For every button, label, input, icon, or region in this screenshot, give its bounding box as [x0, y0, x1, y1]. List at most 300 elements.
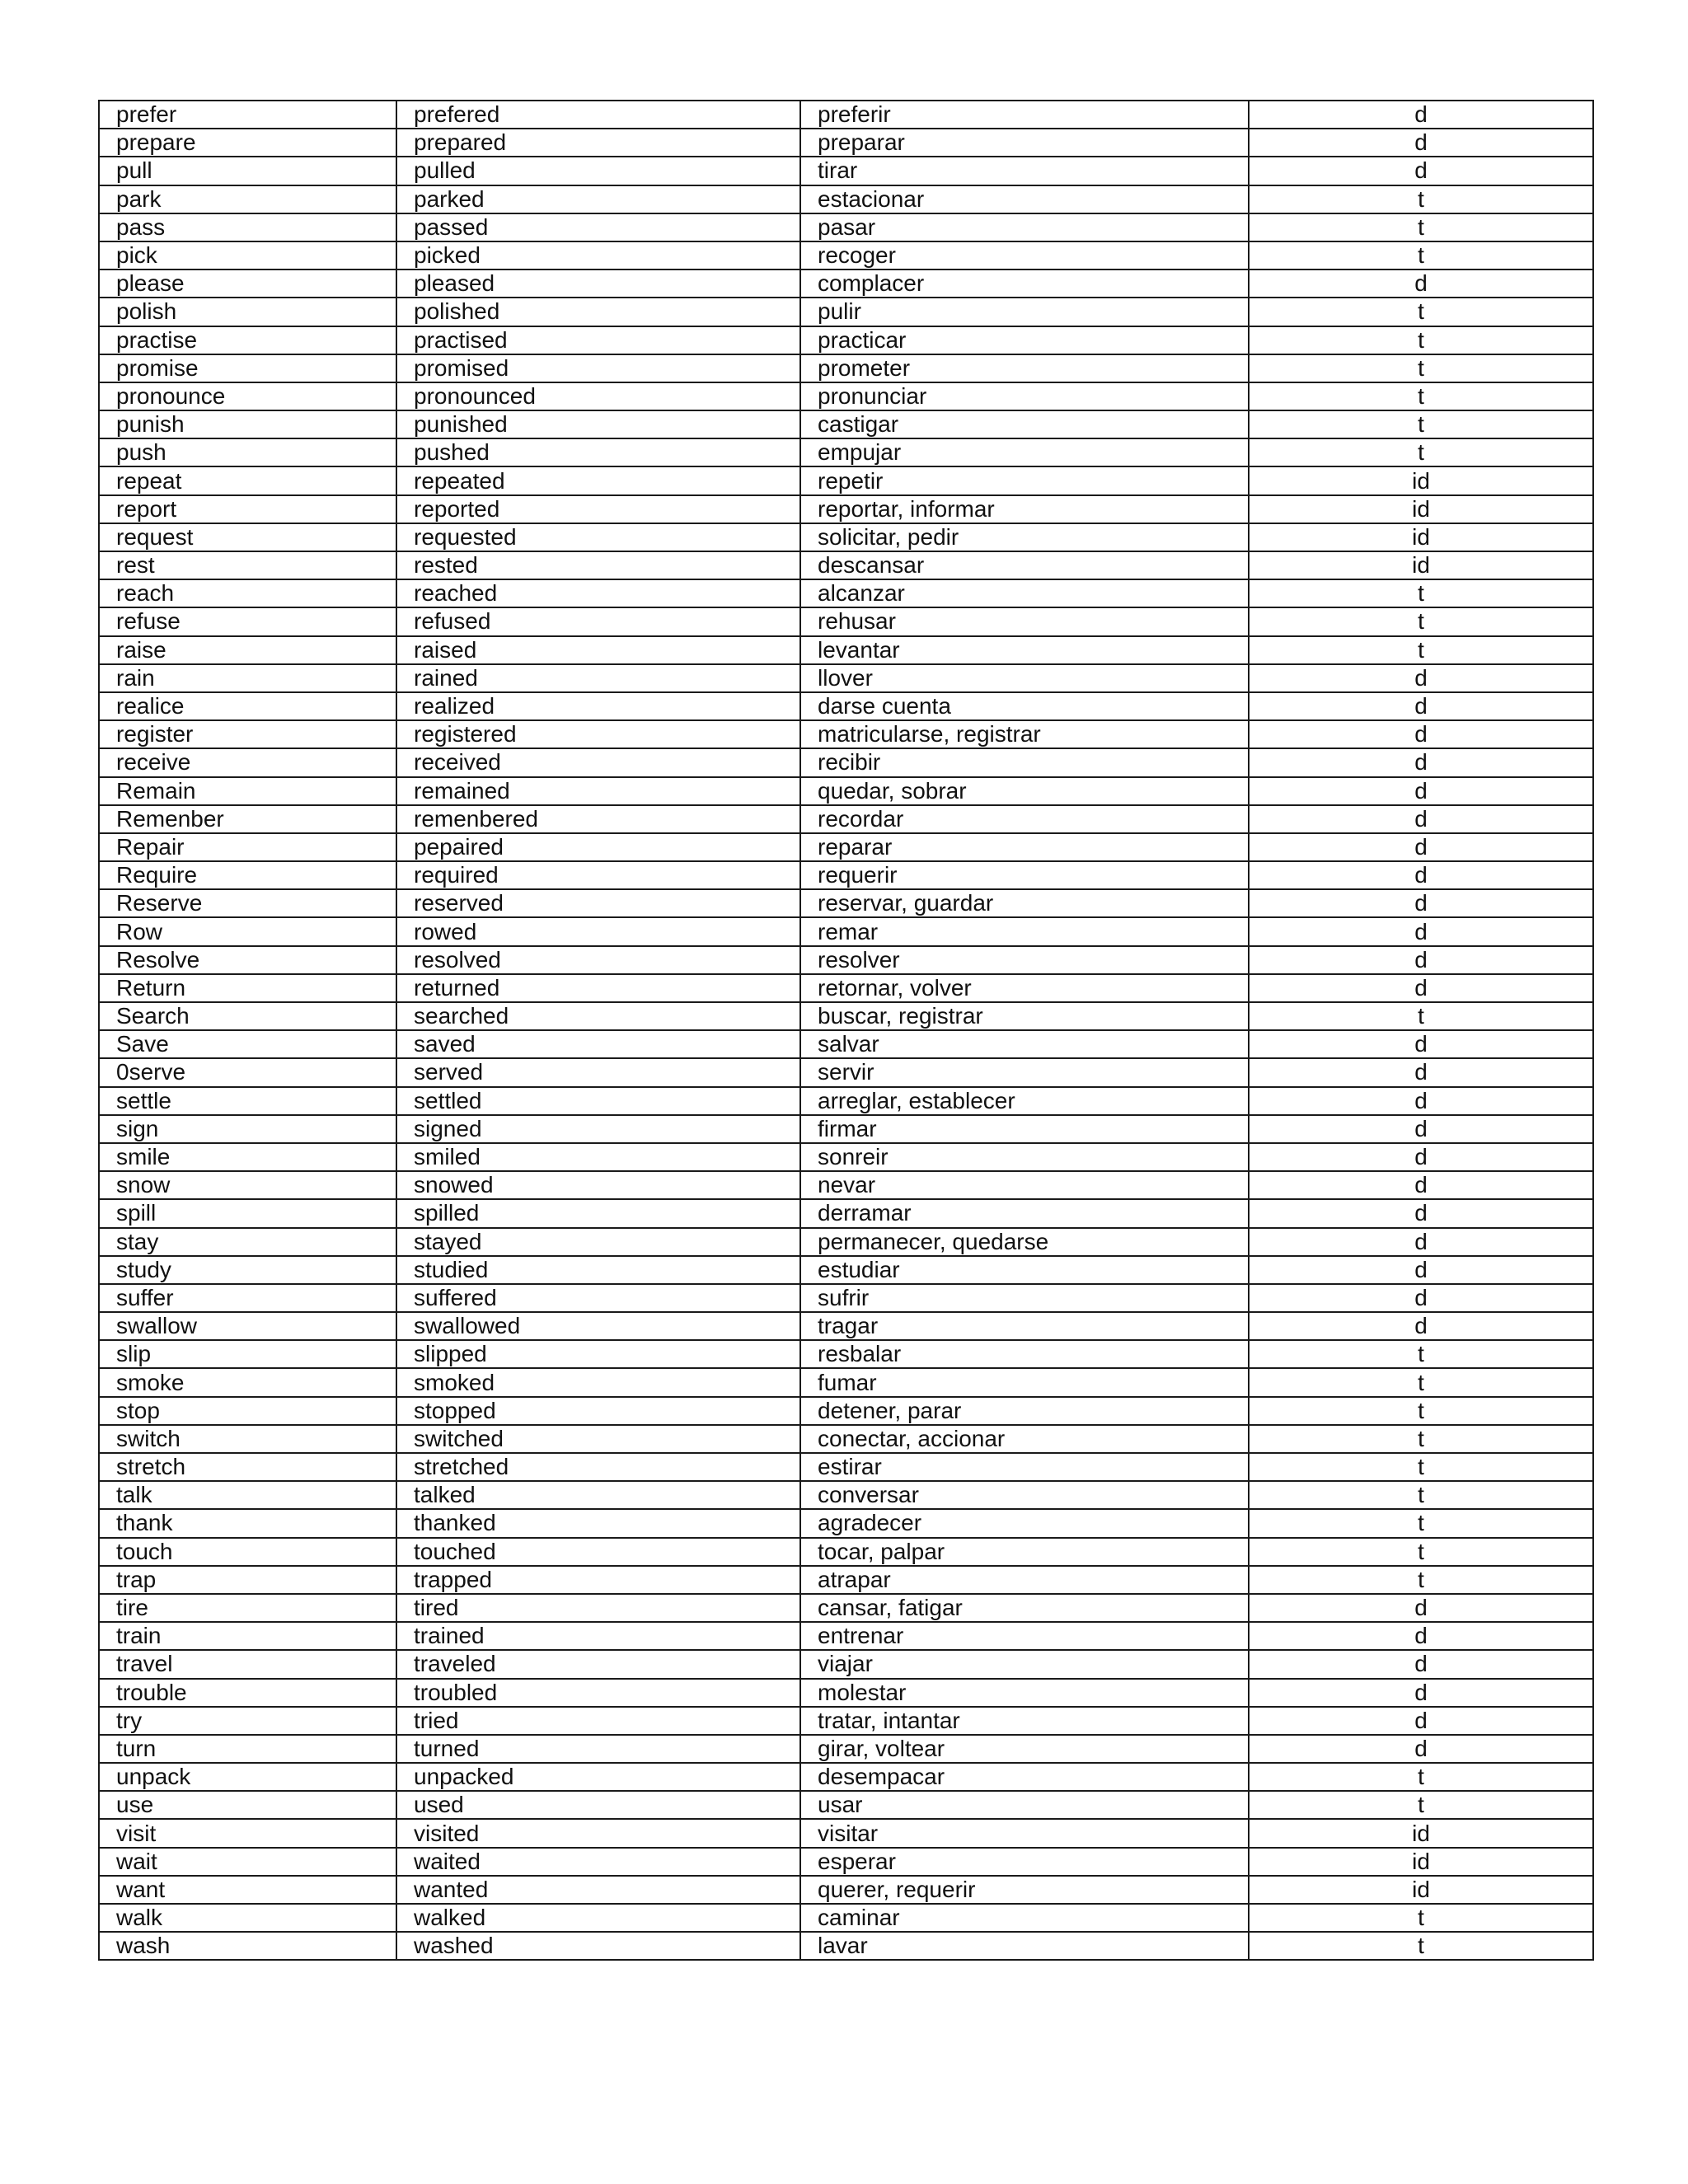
table-row: [99, 636, 1593, 664]
past-form-cell: snowed: [396, 1171, 800, 1199]
ending-sound-cell: t: [1249, 579, 1593, 607]
ending-sound-cell: d: [1249, 1284, 1593, 1312]
base-verb-cell: raise: [99, 636, 396, 664]
ending-sound-cell: t: [1249, 1932, 1593, 1960]
base-verb-cell: switch: [99, 1425, 396, 1453]
table-row: [99, 777, 1593, 805]
table-row: [99, 1791, 1593, 1819]
spanish-meaning-cell: pronunciar: [800, 382, 1249, 410]
spanish-meaning-cell: tragar: [800, 1312, 1249, 1340]
spanish-meaning-cell: preparar: [800, 129, 1249, 157]
spanish-meaning-cell: visitar: [800, 1819, 1249, 1847]
base-verb-cell: Resolve: [99, 946, 396, 974]
ending-sound-cell: t: [1249, 1566, 1593, 1594]
spanish-meaning-cell: quedar, sobrar: [800, 777, 1249, 805]
spanish-meaning-cell: nevar: [800, 1171, 1249, 1199]
past-form-cell: smoked: [396, 1368, 800, 1396]
table-row: [99, 1679, 1593, 1707]
past-form-cell: stretched: [396, 1453, 800, 1481]
base-verb-cell: refuse: [99, 607, 396, 635]
base-verb-cell: trap: [99, 1566, 396, 1594]
base-verb-cell: thank: [99, 1509, 396, 1537]
table-row: [99, 1848, 1593, 1876]
spanish-meaning-cell: rehusar: [800, 607, 1249, 635]
base-verb-cell: snow: [99, 1171, 396, 1199]
spanish-meaning-cell: arreglar, establecer: [800, 1087, 1249, 1115]
past-form-cell: resolved: [396, 946, 800, 974]
table-row: [99, 1284, 1593, 1312]
ending-sound-cell: t: [1249, 1481, 1593, 1509]
table-row: [99, 1340, 1593, 1368]
verb-table-body: [99, 101, 1593, 1960]
past-form-cell: required: [396, 861, 800, 889]
table-row: [99, 382, 1593, 410]
ending-sound-cell: d: [1249, 1707, 1593, 1735]
table-row: [99, 326, 1593, 354]
ending-sound-cell: d: [1249, 101, 1593, 129]
past-form-cell: swallowed: [396, 1312, 800, 1340]
table-row: [99, 1650, 1593, 1678]
ending-sound-cell: t: [1249, 607, 1593, 635]
past-form-cell: stayed: [396, 1228, 800, 1256]
base-verb-cell: trouble: [99, 1679, 396, 1707]
base-verb-cell: report: [99, 495, 396, 523]
table-row: [99, 269, 1593, 298]
ending-sound-cell: t: [1249, 241, 1593, 269]
table-row: [99, 1481, 1593, 1509]
table-row: [99, 1904, 1593, 1932]
base-verb-cell: reach: [99, 579, 396, 607]
table-row: [99, 129, 1593, 157]
spanish-meaning-cell: reparar: [800, 833, 1249, 861]
spanish-meaning-cell: girar, voltear: [800, 1735, 1249, 1763]
table-row: [99, 1425, 1593, 1453]
spanish-meaning-cell: tirar: [800, 157, 1249, 185]
base-verb-cell: prefer: [99, 101, 396, 129]
spanish-meaning-cell: desempacar: [800, 1763, 1249, 1791]
base-verb-cell: unpack: [99, 1763, 396, 1791]
table-row: [99, 1199, 1593, 1227]
spanish-meaning-cell: permanecer, quedarse: [800, 1228, 1249, 1256]
past-form-cell: practised: [396, 326, 800, 354]
base-verb-cell: register: [99, 720, 396, 748]
spanish-meaning-cell: reportar, informar: [800, 495, 1249, 523]
past-form-cell: saved: [396, 1030, 800, 1058]
ending-sound-cell: d: [1249, 1115, 1593, 1143]
spanish-meaning-cell: derramar: [800, 1199, 1249, 1227]
past-form-cell: served: [396, 1058, 800, 1086]
table-row: [99, 241, 1593, 269]
ending-sound-cell: t: [1249, 1002, 1593, 1030]
base-verb-cell: Remenber: [99, 805, 396, 833]
spanish-meaning-cell: atrapar: [800, 1566, 1249, 1594]
base-verb-cell: park: [99, 185, 396, 213]
table-row: [99, 1876, 1593, 1904]
base-verb-cell: Return: [99, 974, 396, 1002]
base-verb-cell: pass: [99, 213, 396, 241]
past-form-cell: received: [396, 748, 800, 776]
spanish-meaning-cell: retornar, volver: [800, 974, 1249, 1002]
spanish-meaning-cell: llover: [800, 664, 1249, 692]
ending-sound-cell: t: [1249, 1791, 1593, 1819]
past-form-cell: picked: [396, 241, 800, 269]
table-row: [99, 607, 1593, 635]
past-form-cell: promised: [396, 354, 800, 382]
spanish-meaning-cell: prometer: [800, 354, 1249, 382]
spanish-meaning-cell: alcanzar: [800, 579, 1249, 607]
table-row: [99, 1312, 1593, 1340]
table-row: [99, 1453, 1593, 1481]
ending-sound-cell: id: [1249, 1848, 1593, 1876]
past-form-cell: talked: [396, 1481, 800, 1509]
table-row: [99, 410, 1593, 438]
base-verb-cell: smile: [99, 1143, 396, 1171]
past-form-cell: touched: [396, 1538, 800, 1566]
ending-sound-cell: id: [1249, 495, 1593, 523]
spanish-meaning-cell: tratar, intantar: [800, 1707, 1249, 1735]
past-form-cell: pepaired: [396, 833, 800, 861]
base-verb-cell: want: [99, 1876, 396, 1904]
ending-sound-cell: d: [1249, 1594, 1593, 1622]
table-row: [99, 1763, 1593, 1791]
ending-sound-cell: d: [1249, 833, 1593, 861]
spanish-meaning-cell: estudiar: [800, 1256, 1249, 1284]
spanish-meaning-cell: buscar, registrar: [800, 1002, 1249, 1030]
base-verb-cell: try: [99, 1707, 396, 1735]
table-row: [99, 354, 1593, 382]
table-row: [99, 1058, 1593, 1086]
past-form-cell: realized: [396, 692, 800, 720]
base-verb-cell: turn: [99, 1735, 396, 1763]
ending-sound-cell: t: [1249, 1368, 1593, 1396]
past-form-cell: returned: [396, 974, 800, 1002]
past-form-cell: studied: [396, 1256, 800, 1284]
base-verb-cell: polish: [99, 298, 396, 326]
spanish-meaning-cell: estirar: [800, 1453, 1249, 1481]
ending-sound-cell: t: [1249, 1340, 1593, 1368]
table-row: [99, 495, 1593, 523]
ending-sound-cell: d: [1249, 1228, 1593, 1256]
past-form-cell: stopped: [396, 1397, 800, 1425]
spanish-meaning-cell: recoger: [800, 241, 1249, 269]
table-row: [99, 1735, 1593, 1763]
past-form-cell: switched: [396, 1425, 800, 1453]
base-verb-cell: Require: [99, 861, 396, 889]
past-form-cell: prefered: [396, 101, 800, 129]
past-form-cell: refused: [396, 607, 800, 635]
base-verb-cell: prepare: [99, 129, 396, 157]
past-form-cell: settled: [396, 1087, 800, 1115]
spanish-meaning-cell: remar: [800, 917, 1249, 945]
table-row: [99, 917, 1593, 945]
past-form-cell: wanted: [396, 1876, 800, 1904]
past-form-cell: walked: [396, 1904, 800, 1932]
base-verb-cell: stop: [99, 1397, 396, 1425]
ending-sound-cell: d: [1249, 917, 1593, 945]
spanish-meaning-cell: solicitar, pedir: [800, 523, 1249, 551]
ending-sound-cell: d: [1249, 777, 1593, 805]
base-verb-cell: tire: [99, 1594, 396, 1622]
table-row: [99, 523, 1593, 551]
base-verb-cell: receive: [99, 748, 396, 776]
base-verb-cell: slip: [99, 1340, 396, 1368]
past-form-cell: waited: [396, 1848, 800, 1876]
base-verb-cell: stretch: [99, 1453, 396, 1481]
base-verb-cell: 0serve: [99, 1058, 396, 1086]
past-form-cell: searched: [396, 1002, 800, 1030]
past-form-cell: traveled: [396, 1650, 800, 1678]
past-form-cell: prepared: [396, 129, 800, 157]
spanish-meaning-cell: complacer: [800, 269, 1249, 298]
ending-sound-cell: d: [1249, 1087, 1593, 1115]
past-form-cell: suffered: [396, 1284, 800, 1312]
ending-sound-cell: d: [1249, 720, 1593, 748]
base-verb-cell: request: [99, 523, 396, 551]
table-row: [99, 213, 1593, 241]
ending-sound-cell: d: [1249, 1679, 1593, 1707]
ending-sound-cell: t: [1249, 354, 1593, 382]
spanish-meaning-cell: molestar: [800, 1679, 1249, 1707]
base-verb-cell: pronounce: [99, 382, 396, 410]
past-form-cell: pushed: [396, 438, 800, 466]
past-form-cell: spilled: [396, 1199, 800, 1227]
spanish-meaning-cell: matricularse, registrar: [800, 720, 1249, 748]
ending-sound-cell: d: [1249, 1058, 1593, 1086]
ending-sound-cell: d: [1249, 1199, 1593, 1227]
spanish-meaning-cell: estacionar: [800, 185, 1249, 213]
ending-sound-cell: t: [1249, 410, 1593, 438]
ending-sound-cell: t: [1249, 1425, 1593, 1453]
base-verb-cell: sign: [99, 1115, 396, 1143]
spanish-meaning-cell: requerir: [800, 861, 1249, 889]
spanish-meaning-cell: entrenar: [800, 1622, 1249, 1650]
past-form-cell: polished: [396, 298, 800, 326]
ending-sound-cell: t: [1249, 185, 1593, 213]
spanish-meaning-cell: preferir: [800, 101, 1249, 129]
spanish-meaning-cell: cansar, fatigar: [800, 1594, 1249, 1622]
spanish-meaning-cell: servir: [800, 1058, 1249, 1086]
ending-sound-cell: id: [1249, 466, 1593, 494]
spanish-meaning-cell: descansar: [800, 551, 1249, 579]
spanish-meaning-cell: usar: [800, 1791, 1249, 1819]
past-form-cell: raised: [396, 636, 800, 664]
base-verb-cell: swallow: [99, 1312, 396, 1340]
ending-sound-cell: t: [1249, 1397, 1593, 1425]
base-verb-cell: use: [99, 1791, 396, 1819]
past-form-cell: trapped: [396, 1566, 800, 1594]
base-verb-cell: punish: [99, 410, 396, 438]
spanish-meaning-cell: resolver: [800, 946, 1249, 974]
past-form-cell: tired: [396, 1594, 800, 1622]
past-form-cell: requested: [396, 523, 800, 551]
spanish-meaning-cell: reservar, guardar: [800, 889, 1249, 917]
past-form-cell: signed: [396, 1115, 800, 1143]
spanish-meaning-cell: conversar: [800, 1481, 1249, 1509]
spanish-meaning-cell: querer, requerir: [800, 1876, 1249, 1904]
past-form-cell: reserved: [396, 889, 800, 917]
past-form-cell: registered: [396, 720, 800, 748]
table-row: [99, 466, 1593, 494]
table-row: [99, 1171, 1593, 1199]
ending-sound-cell: d: [1249, 157, 1593, 185]
ending-sound-cell: d: [1249, 1622, 1593, 1650]
past-form-cell: pronounced: [396, 382, 800, 410]
table-row: [99, 805, 1593, 833]
past-form-cell: rained: [396, 664, 800, 692]
base-verb-cell: Reserve: [99, 889, 396, 917]
base-verb-cell: study: [99, 1256, 396, 1284]
spanish-meaning-cell: recibir: [800, 748, 1249, 776]
base-verb-cell: practise: [99, 326, 396, 354]
table-row: [99, 1538, 1593, 1566]
spanish-meaning-cell: pasar: [800, 213, 1249, 241]
past-form-cell: washed: [396, 1932, 800, 1960]
ending-sound-cell: d: [1249, 889, 1593, 917]
ending-sound-cell: id: [1249, 1876, 1593, 1904]
ending-sound-cell: d: [1249, 974, 1593, 1002]
table-row: [99, 692, 1593, 720]
table-row: [99, 861, 1593, 889]
ending-sound-cell: d: [1249, 861, 1593, 889]
table-row: [99, 1707, 1593, 1735]
table-row: [99, 664, 1593, 692]
ending-sound-cell: t: [1249, 213, 1593, 241]
table-row: [99, 720, 1593, 748]
table-row: [99, 1030, 1593, 1058]
ending-sound-cell: d: [1249, 129, 1593, 157]
ending-sound-cell: t: [1249, 1509, 1593, 1537]
past-form-cell: smiled: [396, 1143, 800, 1171]
past-form-cell: remenbered: [396, 805, 800, 833]
base-verb-cell: wait: [99, 1848, 396, 1876]
ending-sound-cell: d: [1249, 1735, 1593, 1763]
spanish-meaning-cell: sonreir: [800, 1143, 1249, 1171]
base-verb-cell: pull: [99, 157, 396, 185]
spanish-meaning-cell: fumar: [800, 1368, 1249, 1396]
base-verb-cell: settle: [99, 1087, 396, 1115]
past-form-cell: unpacked: [396, 1763, 800, 1791]
table-row: [99, 185, 1593, 213]
ending-sound-cell: t: [1249, 382, 1593, 410]
table-row: [99, 298, 1593, 326]
spanish-meaning-cell: sufrir: [800, 1284, 1249, 1312]
base-verb-cell: stay: [99, 1228, 396, 1256]
base-verb-cell: rain: [99, 664, 396, 692]
base-verb-cell: wash: [99, 1932, 396, 1960]
spanish-meaning-cell: detener, parar: [800, 1397, 1249, 1425]
base-verb-cell: Row: [99, 917, 396, 945]
past-form-cell: remained: [396, 777, 800, 805]
base-verb-cell: rest: [99, 551, 396, 579]
base-verb-cell: smoke: [99, 1368, 396, 1396]
ending-sound-cell: t: [1249, 1763, 1593, 1791]
past-form-cell: punished: [396, 410, 800, 438]
past-form-cell: used: [396, 1791, 800, 1819]
base-verb-cell: touch: [99, 1538, 396, 1566]
spanish-meaning-cell: conectar, accionar: [800, 1425, 1249, 1453]
past-form-cell: reported: [396, 495, 800, 523]
base-verb-cell: pick: [99, 241, 396, 269]
past-form-cell: pulled: [396, 157, 800, 185]
base-verb-cell: please: [99, 269, 396, 298]
table-row: [99, 1115, 1593, 1143]
ending-sound-cell: d: [1249, 692, 1593, 720]
table-row: [99, 157, 1593, 185]
spanish-meaning-cell: agradecer: [800, 1509, 1249, 1537]
past-form-cell: rested: [396, 551, 800, 579]
spanish-meaning-cell: tocar, palpar: [800, 1538, 1249, 1566]
past-form-cell: visited: [396, 1819, 800, 1847]
ending-sound-cell: t: [1249, 1904, 1593, 1932]
past-form-cell: troubled: [396, 1679, 800, 1707]
table-row: [99, 438, 1593, 466]
ending-sound-cell: d: [1249, 805, 1593, 833]
base-verb-cell: train: [99, 1622, 396, 1650]
table-row: [99, 1566, 1593, 1594]
ending-sound-cell: t: [1249, 1538, 1593, 1566]
spanish-meaning-cell: repetir: [800, 466, 1249, 494]
past-form-cell: thanked: [396, 1509, 800, 1537]
spanish-meaning-cell: levantar: [800, 636, 1249, 664]
base-verb-cell: walk: [99, 1904, 396, 1932]
base-verb-cell: talk: [99, 1481, 396, 1509]
ending-sound-cell: t: [1249, 636, 1593, 664]
spanish-meaning-cell: salvar: [800, 1030, 1249, 1058]
table-row: [99, 1509, 1593, 1537]
base-verb-cell: realice: [99, 692, 396, 720]
verb-table: [98, 100, 1594, 1961]
ending-sound-cell: d: [1249, 1143, 1593, 1171]
table-row: [99, 833, 1593, 861]
spanish-meaning-cell: darse cuenta: [800, 692, 1249, 720]
table-row: [99, 1002, 1593, 1030]
past-form-cell: turned: [396, 1735, 800, 1763]
table-row: [99, 946, 1593, 974]
spanish-meaning-cell: firmar: [800, 1115, 1249, 1143]
table-row: [99, 1622, 1593, 1650]
ending-sound-cell: id: [1249, 551, 1593, 579]
ending-sound-cell: id: [1249, 523, 1593, 551]
table-row: [99, 1228, 1593, 1256]
table-row: [99, 974, 1593, 1002]
ending-sound-cell: d: [1249, 1256, 1593, 1284]
base-verb-cell: visit: [99, 1819, 396, 1847]
past-form-cell: repeated: [396, 466, 800, 494]
ending-sound-cell: t: [1249, 298, 1593, 326]
table-row: [99, 1087, 1593, 1115]
ending-sound-cell: d: [1249, 748, 1593, 776]
spanish-meaning-cell: lavar: [800, 1932, 1249, 1960]
past-form-cell: pleased: [396, 269, 800, 298]
past-form-cell: trained: [396, 1622, 800, 1650]
base-verb-cell: Save: [99, 1030, 396, 1058]
past-form-cell: parked: [396, 185, 800, 213]
base-verb-cell: spill: [99, 1199, 396, 1227]
ending-sound-cell: d: [1249, 1312, 1593, 1340]
ending-sound-cell: id: [1249, 1819, 1593, 1847]
spanish-meaning-cell: pulir: [800, 298, 1249, 326]
ending-sound-cell: t: [1249, 1453, 1593, 1481]
table-row: [99, 1256, 1593, 1284]
table-row: [99, 579, 1593, 607]
base-verb-cell: Search: [99, 1002, 396, 1030]
table-row: [99, 889, 1593, 917]
base-verb-cell: suffer: [99, 1284, 396, 1312]
past-form-cell: rowed: [396, 917, 800, 945]
base-verb-cell: travel: [99, 1650, 396, 1678]
base-verb-cell: repeat: [99, 466, 396, 494]
spanish-meaning-cell: empujar: [800, 438, 1249, 466]
